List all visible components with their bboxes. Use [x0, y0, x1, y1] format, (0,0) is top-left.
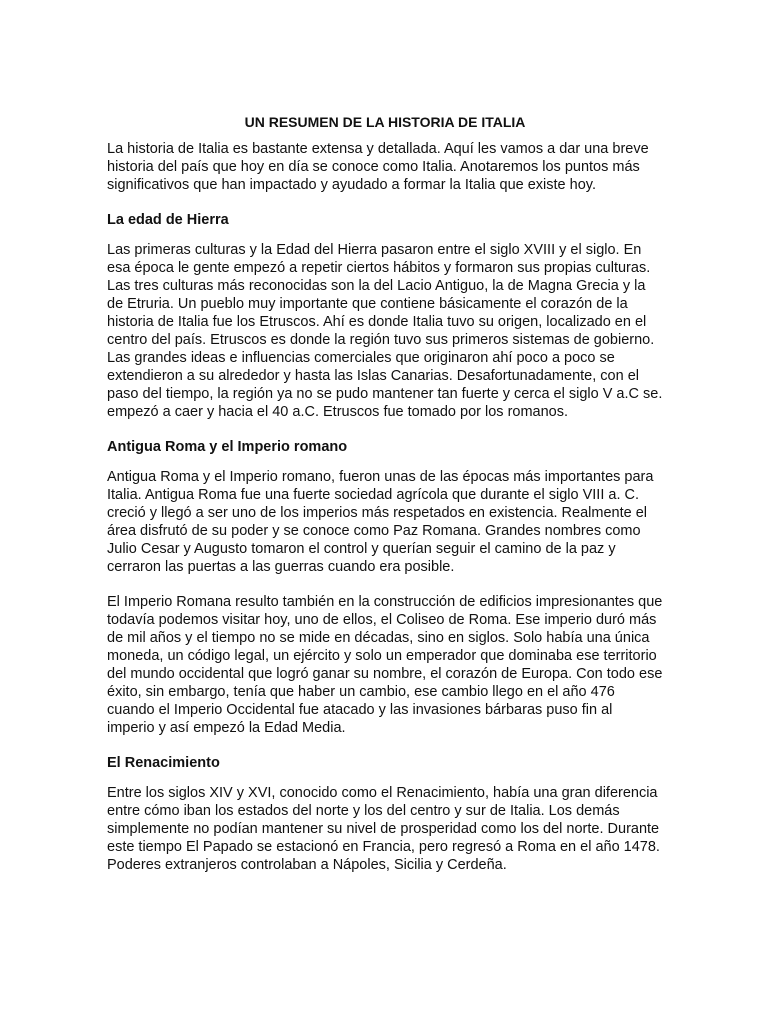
section-iron-age [107, 211, 663, 421]
section-paragraph: Entre los siglos XIV y XVI, conocido como el Renacimiento, había una gran diferencia entre cómo iban los estados del norte y los del centro y sur de Italia. Los demás simplemente no podían mantener su nivel de prosperidad como los del norte. Durante este tiempo El Papado se estacionó en Francia, pero regresó a Roma en el año 1478. Poderes extranjeros controlaban a Nápoles, Sicilia y Cerdeña. [107, 785, 660, 873]
section-paragraph: El Imperio Romana resulto también en la construcción de edificios impresionantes que todavía podemos visitar hoy, uno de ellos, el Coliseo de Roma. Ese imperio duró más de mil años y el tiempo no se mide en décadas, sino en siglos. Solo había una única moneda, un código legal, un ejército y solo un emperador que dominaba ese territorio del mundo occidental que logró ganar su nombre, el corazón de Europa. Con todo ese éxito, sin embargo, tenía que haber un cambio, ese cambio llego en el año 476 cuando el Imperio Occidental fue atacado y las invasiones bárbaras puso fin al imperio y así empezó la Edad Media. [107, 594, 663, 736]
section-heading: Antigua Roma y el Imperio romano [107, 439, 348, 455]
intro-paragraph: La historia de Italia es bastante extensa y detallada. Aquí les vamos a dar una breve historia del país que hoy en día se conoce como Italia. Anotaremos los puntos más significativos que han impactado y ayudado a formar la Italia que existe hoy. [107, 141, 649, 193]
section-heading: La edad de Hierra [107, 212, 229, 228]
section-ancient-rome [107, 438, 663, 737]
document-title: UN RESUMEN DE LA HISTORIA DE ITALIA [244, 114, 526, 130]
section-heading: El Renacimiento [107, 755, 220, 771]
section-renaissance [107, 754, 663, 874]
section-paragraph: Antigua Roma y el Imperio romano, fueron unas de las épocas más importantes para Italia. Antigua Roma fue una fuerte sociedad agrícola que durante el siglo VIII a. C. creció y llegó a ser uno de los imperios más respetados en existencia. Realmente el área disfrutó de su poder y se conoce como Paz Romana. Grandes nombres como Julio Cesar y Augusto tomaron el control y querían seguir el camino de la paz y cerraron las puertas a las guerras cuando era posible. [107, 469, 654, 575]
section-paragraph: Las primeras culturas y la Edad del Hierra pasaron entre el siglo XVIII y el siglo. En esa época le gente empezó a repetir ciertos hábitos y formaron sus propias culturas. Las tres culturas más reconocidas son la del Lacio Antiguo, la de Magna Grecia y la de Etruria. Un pueblo muy importante que contiene básicamente el corazón de la historia de Italia fue los Etruscos. Ahí es donde Italia tuvo su origen, localizado en el centro del país. Etruscos es donde la región tuvo sus primeros sistemas de gobierno. Las grandes ideas e influencias comerciales que originaron ahí poco a poco se extendieron a su alrededor y hasta las Islas Canarias. Desafortunadamente, con el paso del tiempo, la región ya no se pudo mantener tan fuerte y cerca el siglo V a.C se. empezó a caer y hacia el 40 a.C. Etruscos fue tomado por los romanos. [107, 242, 663, 420]
document-page [107, 113, 663, 891]
